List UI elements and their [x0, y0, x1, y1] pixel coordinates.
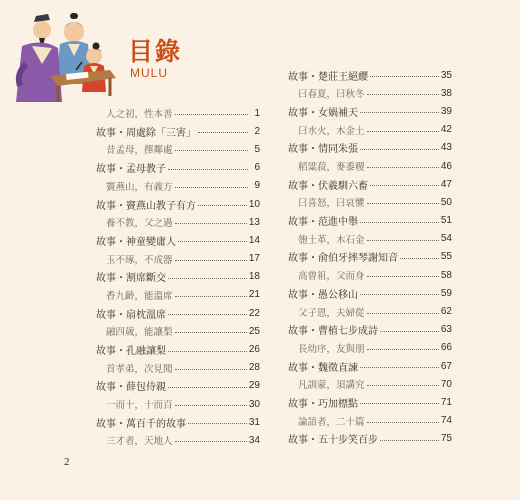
toc-story-entry[interactable] [288, 175, 452, 193]
toc-entry-title: 父子恩，夫婦從 [298, 307, 365, 319]
toc-verse-entry[interactable] [288, 193, 452, 211]
toc-entry-page: 22 [248, 307, 260, 319]
toc-entry-title: 人之初，性本善 [106, 109, 173, 121]
toc-entry-page: 50 [440, 196, 452, 208]
toc-verse-entry[interactable] [288, 230, 452, 248]
toc-entry-title: 論語者，二十篇 [298, 416, 365, 428]
toc-leader-dots [367, 267, 439, 277]
toc-leader-dots [360, 213, 439, 223]
toc-leader-dots [360, 103, 439, 113]
toc-story-entry[interactable] [288, 139, 452, 157]
toc-verse-entry[interactable] [288, 121, 452, 139]
toc-entry-title: 融四歲，能讓梨 [106, 327, 173, 339]
toc-verse-entry[interactable] [96, 213, 260, 231]
toc-entry-page: 67 [440, 360, 452, 372]
toc-entry-title: 故事・萬百千的故事 [96, 418, 186, 430]
toc-entry-page: 26 [248, 344, 260, 356]
toc-leader-dots [168, 269, 247, 279]
toc-entry-title: 故事・扇枕溫席 [96, 309, 166, 321]
toc-leader-dots [360, 285, 439, 295]
toc-entry-page: 71 [440, 396, 452, 408]
toc-entry-page: 25 [248, 325, 260, 337]
toc-entry-page: 38 [440, 87, 452, 99]
toc-story-entry[interactable] [96, 231, 260, 249]
toc-story-entry[interactable] [96, 195, 260, 213]
toc-entry-page: 34 [248, 434, 260, 446]
toc-entry-title: 故事・竇燕山教子有方 [96, 200, 196, 212]
toc-story-entry[interactable] [288, 284, 452, 302]
toc-leader-dots [198, 196, 247, 206]
toc-story-entry[interactable] [96, 413, 260, 431]
toc-entry-title: 首孝弟，次見聞 [106, 363, 173, 375]
toc-leader-dots [175, 432, 247, 442]
toc-entry-page: 14 [248, 234, 260, 246]
toc-entry-title: 稻粱菽，麥黍稷 [298, 162, 365, 174]
toc-story-entry[interactable] [96, 268, 260, 286]
toc-verse-entry[interactable] [96, 322, 260, 340]
toc-entry-title: 故事・薛包侍親 [96, 382, 166, 394]
toc-entry-title: 故事・曹植七步成詩 [288, 326, 378, 338]
toc-verse-entry[interactable] [96, 395, 260, 413]
toc-verse-entry[interactable] [96, 359, 260, 377]
toc-right-column [288, 66, 452, 448]
toc-entry-page: 59 [440, 287, 452, 299]
toc-leader-dots [367, 85, 439, 95]
toc-leader-dots [188, 414, 247, 424]
toc-entry-title: 香九齡，能溫席 [106, 290, 173, 302]
toc-entry-page: 9 [254, 180, 260, 192]
toc-story-entry[interactable] [96, 304, 260, 322]
toc-entry-title: 故事・割席斷交 [96, 273, 166, 285]
toc-story-entry[interactable] [96, 122, 260, 140]
toc-entry-title: 故事・孟母教子 [96, 164, 166, 176]
toc-entry-title: 養不教，父之過 [106, 218, 173, 230]
toc-leader-dots [370, 67, 439, 77]
toc-entry-page: 74 [440, 415, 452, 427]
toc-entry-page: 31 [248, 416, 260, 428]
toc-leader-dots [168, 378, 247, 388]
toc-leader-dots [367, 413, 439, 423]
toc-verse-entry[interactable] [288, 302, 452, 320]
toc-entry-page: 51 [440, 215, 452, 227]
toc-leader-dots [367, 158, 439, 168]
toc-leader-dots [380, 431, 439, 441]
toc-entry-title: 長幼序，友與朋 [298, 343, 365, 355]
toc-entry-title: 玉不琢，不成器 [106, 254, 173, 266]
toc-entry-title: 曰春夏，曰秋冬 [298, 89, 365, 101]
toc-entry-page: 39 [440, 105, 452, 117]
toc-entry-title: 故事・愚公移山 [288, 289, 358, 301]
toc-entry-title: 故事・俞伯牙摔琴謝知音 [288, 253, 398, 265]
toc-entry-page: 58 [440, 269, 452, 281]
toc-entry-page: 29 [248, 380, 260, 392]
toc-story-entry[interactable] [288, 66, 452, 84]
toc-leader-dots [367, 231, 439, 241]
toc-leader-dots [175, 141, 248, 151]
toc-entry-page: 13 [248, 216, 260, 228]
toc-leader-dots [360, 140, 439, 150]
toc-entry-page: 18 [248, 271, 260, 283]
toc-leader-dots [360, 358, 439, 368]
toc-verse-entry[interactable] [288, 412, 452, 430]
toc-entry-title: 故事・巧加標點 [288, 398, 358, 410]
toc-story-entry[interactable] [96, 159, 260, 177]
toc-verse-entry[interactable] [96, 286, 260, 304]
toc-leader-dots [175, 360, 247, 370]
page-title: 目錄 [128, 37, 183, 66]
toc-entry-page: 42 [440, 124, 452, 136]
toc-verse-entry[interactable] [96, 431, 260, 449]
toc-story-entry[interactable] [288, 212, 452, 230]
toc-leader-dots [175, 287, 247, 297]
toc-entry-title: 故事・女媧補天 [288, 107, 358, 119]
toc-entry-title: 故事・楚莊王絕纓 [288, 71, 368, 83]
toc-leader-dots [367, 340, 439, 350]
toc-leader-dots [168, 342, 247, 352]
toc-story-entry[interactable] [96, 377, 260, 395]
toc-verse-entry[interactable] [288, 375, 452, 393]
toc-entry-title: 故事・伏羲馴六畜 [288, 180, 368, 192]
toc-entry-page: 2 [254, 125, 260, 137]
toc-entry-page: 46 [440, 160, 452, 172]
toc-leader-dots [175, 396, 247, 406]
toc-entry-page: 21 [248, 289, 260, 301]
toc-entry-page: 66 [440, 342, 452, 354]
toc-story-entry[interactable] [288, 248, 452, 266]
toc-story-entry[interactable] [288, 321, 452, 339]
toc-entry-page: 55 [440, 251, 452, 263]
toc-entry-title: 曰喜怒，曰哀懼 [298, 198, 365, 210]
page-subtitle: MULU [130, 66, 169, 80]
toc-verse-entry[interactable] [288, 339, 452, 357]
toc-entry-page: 62 [440, 306, 452, 318]
toc-entry-title: 高曾祖，父而身 [298, 271, 365, 283]
toc-leader-dots [400, 249, 439, 259]
toc-leader-dots [168, 160, 248, 170]
toc-verse-entry[interactable] [96, 177, 260, 195]
toc-leader-dots [175, 178, 248, 188]
toc-entry-title: 故事・范進中舉 [288, 217, 358, 229]
toc-entry-page: 30 [248, 398, 260, 410]
toc-verse-entry[interactable] [96, 140, 260, 158]
toc-entry-title: 故事・神童變庸人 [96, 236, 176, 248]
toc-story-entry[interactable] [96, 340, 260, 358]
toc-verse-entry[interactable] [96, 250, 260, 268]
toc-leader-dots [175, 105, 248, 115]
toc-leader-dots [380, 322, 439, 332]
toc-leader-dots [175, 323, 247, 333]
toc-story-entry[interactable] [288, 357, 452, 375]
toc-entry-page: 43 [440, 142, 452, 154]
toc-leader-dots [360, 394, 439, 404]
toc-entry-page: 6 [254, 162, 260, 174]
toc-verse-entry[interactable] [288, 84, 452, 102]
toc-entry-title: 故事・周處除「三害」 [96, 127, 196, 139]
toc-leader-dots [367, 194, 439, 204]
toc-entry-page: 17 [248, 253, 260, 265]
toc-entry-page: 70 [440, 378, 452, 390]
toc-left-column [96, 104, 260, 450]
toc-verse-entry[interactable] [288, 266, 452, 284]
toc-entry-title: 匏土革，木石金 [298, 234, 365, 246]
toc-leader-dots [367, 376, 439, 386]
toc-story-entry[interactable] [288, 430, 452, 448]
toc-entry-title: 故事・孔融讓梨 [96, 346, 166, 358]
teacher-and-student-illustration [6, 4, 118, 104]
toc-leader-dots [168, 305, 247, 315]
toc-entry-page: 75 [440, 433, 452, 445]
toc-entry-title: 曰水火，木金土 [298, 125, 365, 137]
toc-entry-page: 54 [440, 233, 452, 245]
toc-entry-title: 一而十，十而百 [106, 400, 173, 412]
toc-entry-title: 昔孟母，擇鄰處 [106, 145, 173, 157]
toc-entry-title: 故事・五十步笑百步 [288, 435, 378, 447]
toc-leader-dots [178, 232, 247, 242]
footer-page-number: 2 [64, 456, 70, 468]
toc-entry-page: 47 [440, 178, 452, 190]
toc-entry-page: 63 [440, 324, 452, 336]
toc-entry-title: 故事・魏徵直諫 [288, 362, 358, 374]
toc-leader-dots [367, 122, 439, 132]
toc-entry-page: 28 [248, 362, 260, 374]
toc-entry-title: 凡訓蒙，須講究 [298, 380, 365, 392]
toc-verse-entry[interactable] [288, 157, 452, 175]
toc-leader-dots [175, 214, 247, 224]
toc-leader-dots [367, 304, 439, 314]
toc-entry-title: 故事・情同朱張 [288, 144, 358, 156]
toc-heading [128, 38, 182, 80]
toc-entry-page: 5 [254, 143, 260, 155]
toc-verse-entry[interactable] [96, 104, 260, 122]
toc-story-entry[interactable] [288, 393, 452, 411]
toc-leader-dots [370, 176, 439, 186]
toc-entry-page: 10 [248, 198, 260, 210]
toc-entry-page: 35 [440, 69, 452, 81]
toc-entry-title: 三才者，天地人 [106, 436, 173, 448]
toc-entry-page: 1 [254, 107, 260, 119]
toc-story-entry[interactable] [288, 102, 452, 120]
toc-entry-title: 竇燕山，有義方 [106, 181, 173, 193]
toc-leader-dots [175, 251, 247, 261]
toc-leader-dots [198, 123, 248, 133]
